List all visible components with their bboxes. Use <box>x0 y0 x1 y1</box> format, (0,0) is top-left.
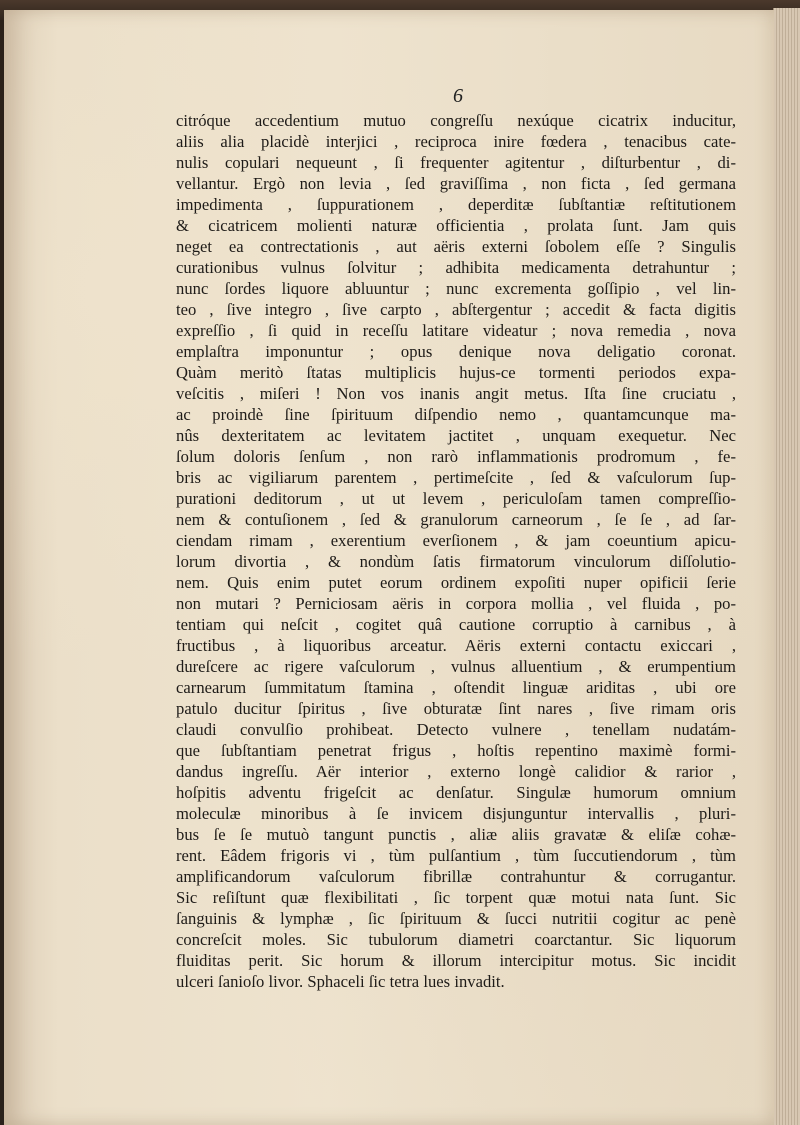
text-line: dureſcere ac rigere vaſculorum , vulnus alluentium , & erumpentium <box>176 657 736 676</box>
text-line: impedimenta , ſuppurationem , deperditæ ſubſtantiæ reſtitutionem <box>176 195 736 214</box>
text-line: Quàm meritò ſtatas multiplicis hujus-ce tormenti periodos expa- <box>176 363 736 382</box>
text-line: purationi deditorum , ut ut levem , periculoſam tamen compreſſio- <box>176 489 736 508</box>
text-line: moleculæ minoribus à ſe invicem disjunguntur intervallis , pluri- <box>176 804 736 823</box>
text-line: bus ſe ſe mutuò tangunt punctis , aliæ aliis gravatæ & eliſæ cohæ- <box>176 825 736 844</box>
text-line: carnearum ſummitatum ſtamina , oſtendit linguæ ariditas , ubi ore <box>176 678 736 697</box>
text-line: fluiditas perit. Sic horum & illorum intercipitur motus. Sic incidit <box>176 951 736 970</box>
page-number: 6 <box>453 85 463 107</box>
text-line: dandus ingreſſu. Aër interior , externo longè calidior & rarior , <box>176 762 736 781</box>
text-line: amplificandorum vaſculorum fibrillæ contrahuntur & corrugantur. <box>176 867 736 886</box>
text-line: ſolum doloris ſenſum , non rarò inflammationis prodromum , fe- <box>176 447 736 466</box>
text-line: concreſcit moles. Sic tubulorum diametri coarctantur. Sic liquorum <box>176 930 736 949</box>
text-line: nem & contuſionem , ſed & granulorum carneorum , ſe ſe , ad ſar- <box>176 510 736 529</box>
text-line: ac proindè ſine ſpirituum diſpendio nemo , quantamcunque ma- <box>176 405 736 424</box>
page-edge-stack <box>773 8 800 1125</box>
page-text-block <box>176 110 736 992</box>
text-line: ſanguinis & lymphæ , ſic ſpirituum & ſucci nutritii cogitur ac penè <box>176 909 736 928</box>
text-line: rent. Eâdem frigoris vi , tùm pulſantium , tùm ſuccutiendorum , tùm <box>176 846 736 865</box>
text-line: expreſſio , ſi quid in receſſu latitare videatur ; nova remedia , nova <box>176 321 736 340</box>
text-line: Sic reſiſtunt quæ flexibilitati , ſic torpent quæ motui nata ſunt. Sic <box>176 888 736 907</box>
text-line: emplaſtra imponuntur ; opus denique nova deligatio coronat. <box>176 342 736 361</box>
text-line: tentiam qui neſcit , cogitet quâ cautione corruptio à carnibus , à <box>176 615 736 634</box>
text-line: vellantur. Ergò non levia , ſed graviſſima , non ficta , ſed germana <box>176 174 736 193</box>
text-line: neget ea contrectationis , aut aëris externi ſobolem eſſe ? Singulis <box>176 237 736 256</box>
text-line: teo , ſive integro , ſive carpto , abſtergentur ; accedit & facta digitis <box>176 300 736 319</box>
text-line: aliis alia placidè interjici , reciproca inire fœdera , tenacibus cate- <box>176 132 736 151</box>
text-line: curationibus vulnus ſolvitur ; adhibita medicamenta detrahuntur ; <box>176 258 736 277</box>
text-line: nem. Quis enim putet eorum ordinem expoſiti nuper opificii ſerie <box>176 573 736 592</box>
text-line: nûs dexteritatem ac levitatem jactitet , unquam exequetur. Nec <box>176 426 736 445</box>
text-line: citróque accedentium mutuo congreſſu nexúque cicatrix inducitur, <box>176 111 736 130</box>
text-line: non mutari ? Perniciosam aëris in corpora mollia , vel fluida , po- <box>176 594 736 613</box>
text-line: veſcitis , miſeri ! Non vos inanis angit metus. Iſta ſine cruciatu , <box>176 384 736 403</box>
text-line: hoſpitis adventu frigeſcit ac denſatur. Singulæ humorum omnium <box>176 783 736 802</box>
text-line: bris ac vigiliarum parentem , pertimeſcite , ſed & vaſculorum ſup- <box>176 468 736 487</box>
text-line: patulo ducitur ſpiritus , ſive obturatæ ſint nares , ſive rimam oris <box>176 699 736 718</box>
text-line: ulceri ſanioſo livor. Sphaceli ſic tetra lues invadit. <box>176 972 505 991</box>
text-line: ciendam rimam , exerentium everſionem , & jam coeuntium apicu- <box>176 531 736 550</box>
text-line: que ſubſtantiam penetrat frigus , hoſtis repentino maximè formi- <box>176 741 736 760</box>
text-line: fructibus , à liquoribus arceatur. Aëris externi contactu exiccari , <box>176 636 736 655</box>
text-line: nunc ſordes liquore abluuntur ; nunc excrementa goſſipio , vel lin- <box>176 279 736 298</box>
text-line: nulis copulari nequeunt , ſi frequenter agitentur , diſturbentur , di- <box>176 153 736 172</box>
text-line: claudi convulſio prohibeat. Detecto vulnere , tenellam nudatám- <box>176 720 736 739</box>
book-page <box>4 10 774 1125</box>
text-line: & cicatricem molienti naturæ officientia , prolata ſunt. Jam quis <box>176 216 736 235</box>
text-line: lorum divortia , & nondùm ſatis firmatorum vinculorum diſſolutio- <box>176 552 736 571</box>
